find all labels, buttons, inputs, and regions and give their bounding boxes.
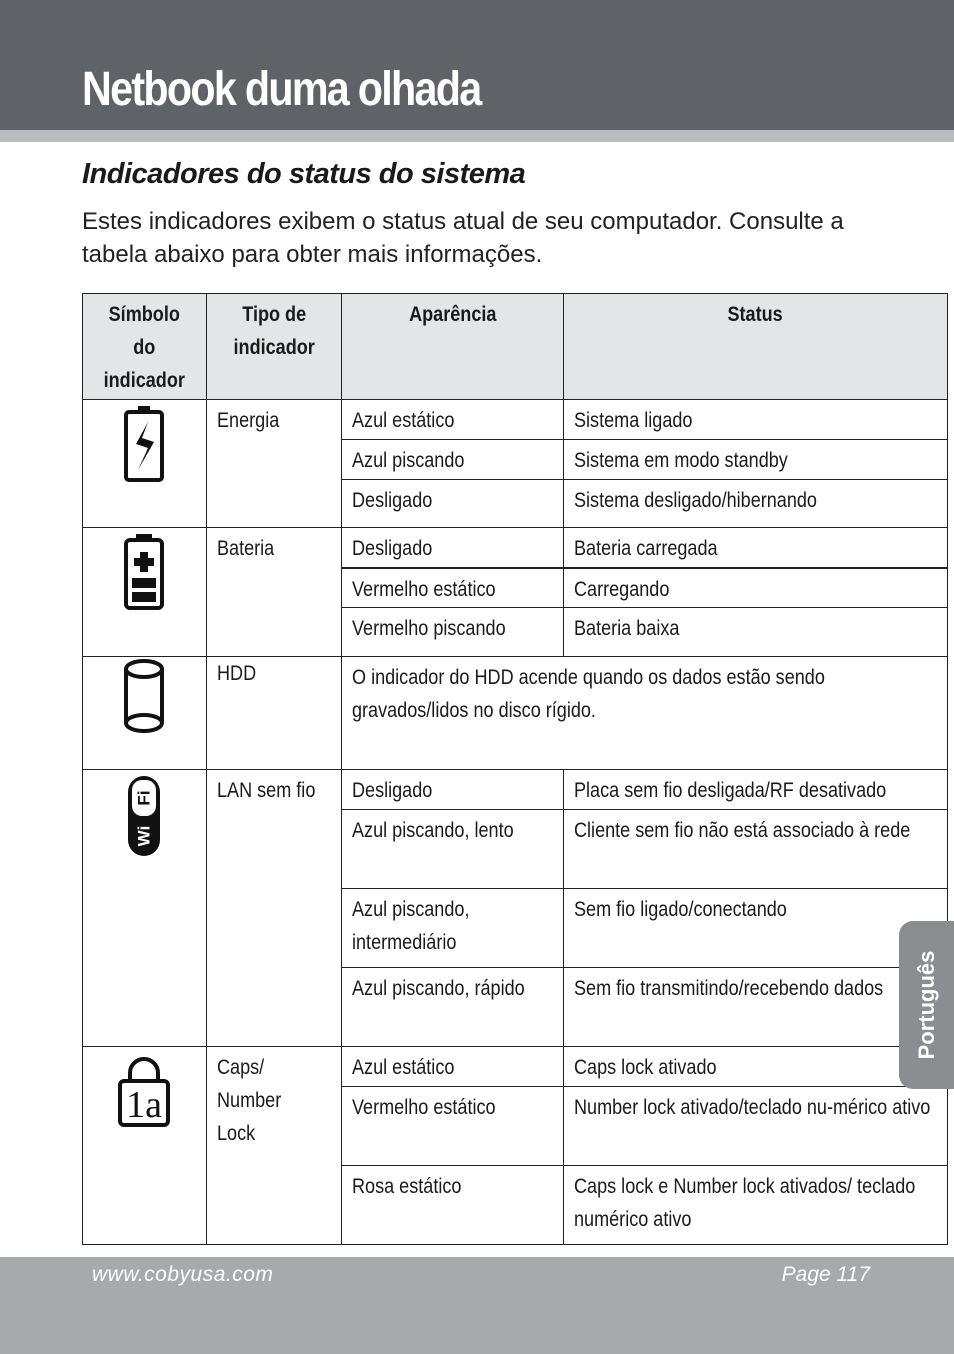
status-cell: Bateria carregada xyxy=(563,528,947,568)
appearance-cell: Azul piscando xyxy=(341,440,563,480)
symbol-cell xyxy=(83,657,207,770)
appearance-cell: Azul estático xyxy=(341,1047,563,1087)
status-cell: Sistema desligado/hibernando xyxy=(563,480,947,528)
table-row xyxy=(83,400,948,440)
appearance-cell: Vermelho piscando xyxy=(341,608,563,657)
symbol-cell xyxy=(83,400,207,528)
status-cell: Caps lock e Number lock ativados/ teclado numérico ativo xyxy=(563,1166,947,1245)
status-cell: Caps lock ativado xyxy=(563,1047,947,1087)
header-status: Status xyxy=(563,294,947,400)
table-row xyxy=(83,1047,948,1087)
wifi-icon xyxy=(124,774,164,858)
power-icon xyxy=(122,404,166,484)
status-table xyxy=(82,293,948,1245)
language-tab-label: Português xyxy=(914,950,939,1060)
appearance-cell: Desligado xyxy=(341,528,563,568)
type-cell: HDD xyxy=(206,657,341,770)
language-tab[interactable] xyxy=(899,921,954,1089)
status-cell: Number lock ativado/teclado nu-mérico ativo xyxy=(563,1087,947,1166)
type-cell: Bateria xyxy=(206,528,341,657)
caps-lock-icon-text: 1a xyxy=(126,1084,163,1126)
footer-url: www.cobyusa.com xyxy=(92,1263,274,1286)
symbol-cell xyxy=(83,528,207,657)
page-title: Netbook duma olhada xyxy=(82,63,481,116)
status-cell: Cliente sem fio não está associado à rede xyxy=(563,810,947,889)
status-cell: Bateria baixa xyxy=(563,608,947,657)
type-cell: Caps/ Number Lock xyxy=(206,1047,341,1245)
appearance-cell: Vermelho estático xyxy=(341,1087,563,1166)
status-cell: Sem fio transmitindo/recebendo dados xyxy=(563,968,947,1047)
status-cell: Sistema ligado xyxy=(563,400,947,440)
wifi-icon-text-wi: Wi xyxy=(134,825,154,847)
intro-text: Estes indicadores exibem o status atual de seu computador. Consulte a tabela abaixo para obter mais informações. xyxy=(82,208,844,268)
status-cell: Sistema em modo standby xyxy=(563,440,947,480)
type-cell: LAN sem fio xyxy=(206,770,341,1047)
appearance-cell: Rosa estático xyxy=(341,1166,563,1245)
table-row xyxy=(83,528,948,568)
header-symbol: Símbolo do indicador xyxy=(83,294,207,400)
wifi-icon-text-fi: Fi xyxy=(134,790,154,806)
header-appearance: Aparência xyxy=(341,294,563,400)
status-cell: Placa sem fio desligada/RF desativado xyxy=(563,770,947,810)
appearance-cell: Azul piscando, intermediário xyxy=(341,889,563,968)
appearance-cell: Azul estático xyxy=(341,400,563,440)
header-divider xyxy=(0,130,954,142)
header-type: Tipo de indicador xyxy=(206,294,341,400)
section-title: Indicadores do status do sistema xyxy=(82,158,526,190)
appearance-cell: Azul piscando, lento xyxy=(341,810,563,889)
appearance-cell: Desligado xyxy=(341,770,563,810)
type-cell: Energia xyxy=(206,400,341,528)
footer-page-number: Page 117 xyxy=(781,1263,870,1286)
table-row xyxy=(83,770,948,810)
symbol-cell xyxy=(83,1047,207,1245)
table-header-row xyxy=(83,294,948,400)
hdd-icon xyxy=(122,657,166,737)
appearance-cell: Azul piscando, rápido xyxy=(341,968,563,1047)
battery-icon xyxy=(122,532,166,612)
caps-lock-icon xyxy=(116,1051,172,1131)
symbol-cell xyxy=(83,770,207,1047)
appearance-cell: Desligado xyxy=(341,480,563,528)
status-cell: Sem fio ligado/conectando xyxy=(563,889,947,968)
description-cell: O indicador do HDD acende quando os dados estão sendo gravados/lidos no disco rígido. xyxy=(341,657,947,770)
table-row xyxy=(83,657,948,770)
appearance-cell: Vermelho estático xyxy=(341,568,563,608)
status-cell: Carregando xyxy=(563,568,947,608)
